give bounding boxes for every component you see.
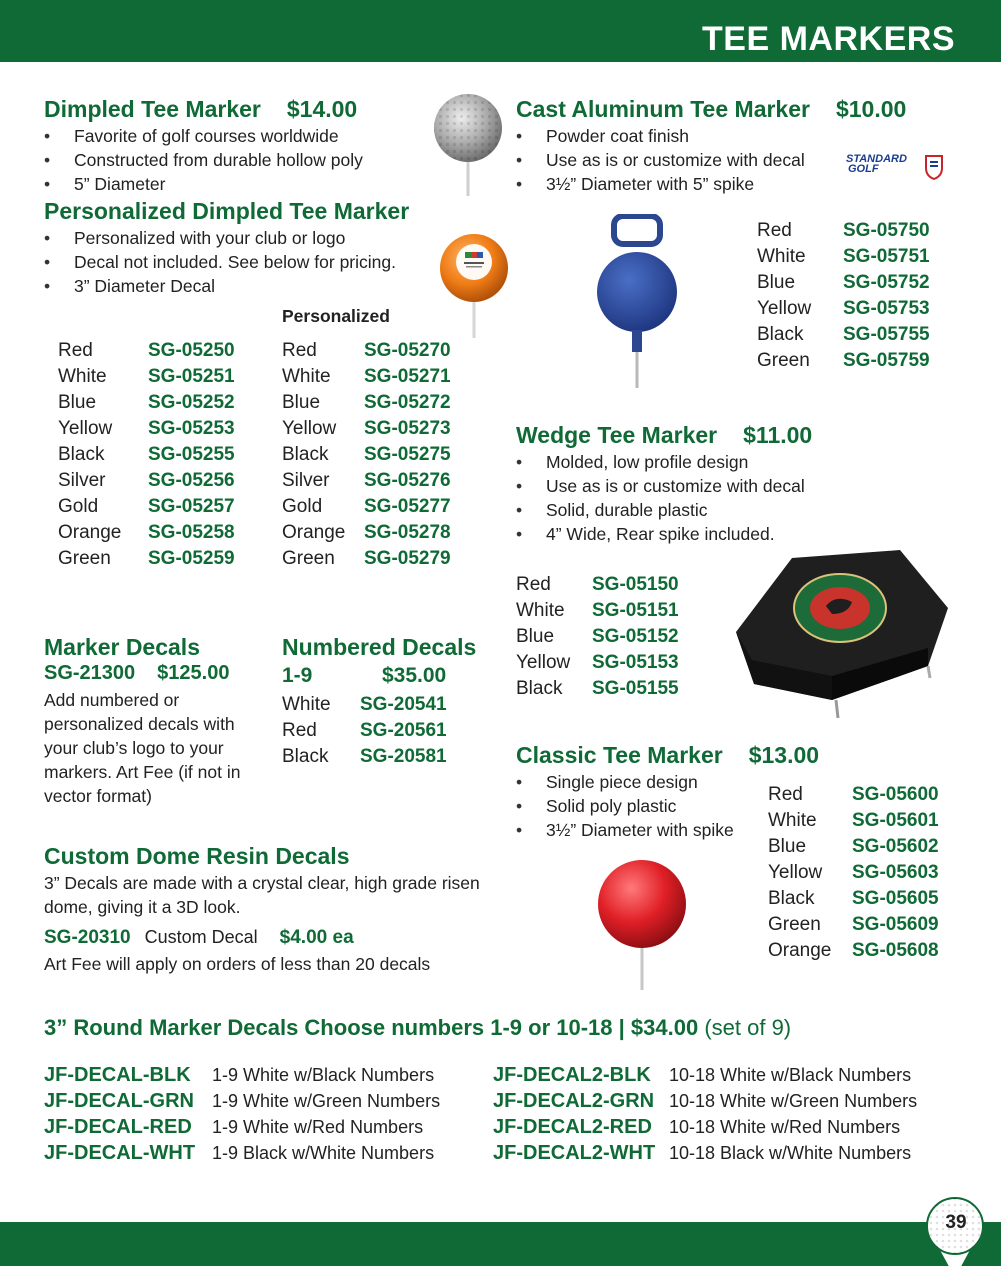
color-label: Orange (282, 522, 346, 543)
sku-code: SG-05602 (852, 836, 939, 857)
sku-code: SG-05250 (148, 340, 235, 361)
item-description: 10-18 White w/Green Numbers (669, 1091, 918, 1111)
sku-code: SG-05151 (592, 600, 679, 621)
product-price: $14.00 (286, 96, 358, 122)
sku-code: SG-05600 (852, 784, 939, 805)
color-label: Green (58, 548, 111, 569)
color-label: White (516, 600, 565, 621)
color-label: Gold (282, 496, 323, 517)
dome-decals-note: Art Fee will apply on orders of less than 20 decals (44, 954, 431, 974)
color-label: Red (516, 574, 551, 595)
standard-golf-logo (846, 154, 946, 182)
sku-code: SG-05253 (148, 418, 235, 439)
sku-code: JF-DECAL2-GRN (493, 1090, 655, 1112)
sku-code: SG-05257 (148, 496, 235, 517)
color-label: Red (768, 784, 803, 805)
logo-text-standard: STANDARD (846, 153, 907, 165)
table-row (757, 296, 930, 322)
table-row (282, 442, 451, 468)
bullet-item: • Molded, low profile design (516, 450, 805, 474)
sku-code: JF-DECAL2-RED (493, 1116, 652, 1138)
classic-sku-table (768, 782, 939, 964)
color-label: White (757, 246, 806, 267)
number-range: 1-9 (282, 664, 313, 687)
dome-decals-heading: Custom Dome Resin Decals (44, 843, 350, 869)
sku-code: SG-05251 (148, 366, 235, 387)
table-row (282, 520, 451, 546)
table-row (768, 782, 939, 808)
table-row (768, 860, 939, 886)
wedge-bullets (516, 450, 805, 546)
marker-decals-heading: Marker Decals (44, 634, 200, 660)
dimpled-heading (44, 96, 357, 123)
color-label: Silver (282, 470, 330, 491)
bullet-item: • 3½” Diameter with spike (516, 818, 734, 842)
sku-code: SG-05270 (364, 340, 451, 361)
sku-code: JF-DECAL-GRN (44, 1090, 194, 1112)
item-description: 10-18 White w/Red Numbers (669, 1117, 901, 1137)
color-label: Blue (516, 626, 555, 647)
sku-code: SG-05259 (148, 548, 235, 569)
color-label: Red (282, 720, 317, 741)
color-label: White (282, 694, 331, 715)
color-label: Black (768, 888, 815, 909)
item-description: 10-18 Black w/White Numbers (669, 1143, 912, 1163)
personalized-bullets (44, 226, 396, 298)
color-label: Black (282, 444, 329, 465)
sku-code: SG-05273 (364, 418, 451, 439)
personalized-label: Personalized (282, 306, 390, 326)
marker-decals-price-line (44, 662, 229, 685)
sku-code: SG-05279 (364, 548, 451, 569)
color-label: Green (282, 548, 335, 569)
bullet-item: • 3” Diameter Decal (44, 274, 396, 298)
product-price: $4.00 ea (279, 927, 354, 948)
table-row (757, 348, 930, 374)
dome-decals-price-line (44, 927, 354, 949)
list-item (44, 1088, 440, 1114)
table-row (282, 338, 451, 364)
bullet-item: • Single piece design (516, 770, 734, 794)
sku-code: SG-05152 (592, 626, 679, 647)
product-price: $13.00 (748, 742, 820, 768)
table-row (768, 808, 939, 834)
item-description: 1-9 Black w/White Numbers (212, 1143, 435, 1163)
list-item (493, 1062, 917, 1088)
sku-code: SG-05755 (843, 324, 930, 345)
bullet-item: • Use as is or customize with decal (516, 148, 805, 172)
sku-code: JF-DECAL-RED (44, 1116, 192, 1138)
bullet-item: • Decal not included. See below for pricing. (44, 250, 396, 274)
sku-code: SG-05272 (364, 392, 451, 413)
color-label: Gold (58, 496, 99, 517)
color-label: Black (58, 444, 105, 465)
product-price: $11.00 (743, 422, 813, 448)
sku-code: SG-20561 (360, 720, 447, 741)
cast-aluminum-heading (516, 96, 906, 123)
table-row (768, 834, 939, 860)
color-label: Black (282, 746, 329, 767)
color-label: White (58, 366, 107, 387)
color-label: Yellow (768, 862, 823, 883)
bullet-item: • 5” Diameter (44, 172, 363, 196)
item-label: Custom Decal (144, 927, 258, 947)
sku-code: SG-05601 (852, 810, 939, 831)
sku-code: SG-05276 (364, 470, 451, 491)
sku-code: JF-DECAL2-WHT (493, 1142, 656, 1164)
round-decals-suffix: (set of 9) (704, 1015, 792, 1040)
color-label: Red (757, 220, 792, 241)
table-row (282, 390, 451, 416)
bullet-item: • Solid, durable plastic (516, 498, 805, 522)
sku-code: SG-20581 (360, 746, 447, 767)
numbered-decals-price-line (282, 664, 446, 688)
sku-code: SG-05153 (592, 652, 679, 673)
color-label: Red (282, 340, 317, 361)
sku-code: SG-05753 (843, 298, 930, 319)
bullet-item: • Favorite of golf courses worldwide (44, 124, 363, 148)
sku-code: SG-20310 (44, 927, 131, 948)
table-row (58, 364, 235, 390)
color-label: Orange (58, 522, 122, 543)
dimpled-sku-table (58, 338, 235, 572)
cast-aluminum-bullets (516, 124, 805, 196)
color-label: White (282, 366, 331, 387)
sku-code: SG-05609 (852, 914, 939, 935)
sku-code: SG-05256 (148, 470, 235, 491)
table-row (516, 572, 679, 598)
wedge-sku-table (516, 572, 679, 702)
color-label: Green (757, 350, 810, 371)
sku-code: JF-DECAL2-BLK (493, 1064, 651, 1086)
color-label: Red (58, 340, 93, 361)
wedge-heading (516, 422, 812, 449)
item-description: 1-9 White w/Green Numbers (212, 1091, 441, 1111)
table-row (282, 468, 451, 494)
product-name: Cast Aluminum Tee Marker (516, 96, 810, 122)
color-label: Yellow (516, 652, 571, 673)
golf-ball-tee-icon (922, 1196, 988, 1287)
page-title: TEE MARKERS (702, 20, 955, 58)
color-label: Blue (282, 392, 321, 413)
table-row (58, 520, 235, 546)
sku-code: SG-05608 (852, 940, 939, 961)
table-row (282, 718, 447, 744)
sku-code: SG-05252 (148, 392, 235, 413)
table-row (282, 416, 451, 442)
sku-code: SG-05750 (843, 220, 930, 241)
table-row (58, 494, 235, 520)
product-name: Dimpled Tee Marker (44, 96, 261, 122)
round-decals-left-list (44, 1062, 440, 1166)
classic-heading (516, 742, 819, 769)
color-label: Green (768, 914, 821, 935)
sku-code: SG-05759 (843, 350, 930, 371)
list-item (44, 1140, 440, 1166)
table-row (282, 744, 447, 770)
shield-icon (924, 154, 944, 180)
logo-text-golf: GOLF (848, 163, 879, 175)
list-item (493, 1114, 917, 1140)
color-label: Blue (757, 272, 796, 293)
sku-code: SG-05605 (852, 888, 939, 909)
classic-marker-image (596, 856, 690, 992)
table-row (516, 650, 679, 676)
personalized-dimpled-heading: Personalized Dimpled Tee Marker (44, 198, 410, 224)
table-row (757, 218, 930, 244)
marker-decals-description: Add numbered or personalized decals with your club’s logo to your markers. Art Fee (if not in vector format) (44, 690, 241, 806)
table-row (58, 468, 235, 494)
table-row (768, 886, 939, 912)
list-item (493, 1088, 917, 1114)
product-price: $125.00 (157, 662, 230, 684)
table-row (768, 938, 939, 964)
bullet-item: • Powder coat finish (516, 124, 805, 148)
table-row (282, 494, 451, 520)
bullet-item: • Solid poly plastic (516, 794, 734, 818)
table-row (757, 322, 930, 348)
sku-code: SG-05751 (843, 246, 930, 267)
wedge-marker-image (732, 548, 952, 720)
table-row (282, 692, 447, 718)
bullet-item: • Constructed from durable hollow poly (44, 148, 363, 172)
numbered-decals-heading: Numbered Decals (282, 634, 477, 660)
page-number: 39 (945, 1212, 967, 1233)
color-label: Yellow (757, 298, 812, 319)
sku-code: SG-05275 (364, 444, 451, 465)
sku-code: JF-DECAL-WHT (44, 1142, 196, 1164)
table-row (58, 338, 235, 364)
dimpled-orange-marker-image (436, 232, 514, 340)
color-label: Orange (768, 940, 832, 961)
table-row (58, 416, 235, 442)
product-name: Wedge Tee Marker (516, 422, 718, 448)
item-description: 1-9 White w/Red Numbers (212, 1117, 424, 1137)
item-description: 1-9 White w/Black Numbers (212, 1065, 435, 1085)
dome-decals-description: 3” Decals are made with a crystal clear, high grade risen dome, giving it a 3D look. (44, 873, 480, 917)
sku-code: SG-20541 (360, 694, 447, 715)
color-label: Yellow (282, 418, 337, 439)
sku-code: JF-DECAL-BLK (44, 1064, 191, 1086)
sku-code: SG-05258 (148, 522, 235, 543)
sku-code: SG-05278 (364, 522, 451, 543)
list-item (493, 1140, 917, 1166)
list-item (44, 1114, 440, 1140)
cast-aluminum-sku-table (757, 218, 930, 374)
table-row (757, 270, 930, 296)
list-item (44, 1062, 440, 1088)
classic-bullets (516, 770, 734, 842)
table-row (516, 624, 679, 650)
sku-code: SG-05603 (852, 862, 939, 883)
sku-code: SG-05271 (364, 366, 451, 387)
footer-bar (0, 1222, 1001, 1266)
table-row (282, 546, 451, 572)
product-name: Classic Tee Marker (516, 742, 723, 768)
sku-code: SG-05277 (364, 496, 451, 517)
item-description: 10-18 White w/Black Numbers (669, 1065, 912, 1085)
bullet-item: • 3½” Diameter with 5” spike (516, 172, 805, 196)
dimpled-bullets (44, 124, 363, 196)
sku-code: SG-21300 (44, 662, 136, 684)
sku-code: SG-05150 (592, 574, 679, 595)
color-label: Blue (768, 836, 807, 857)
color-label: Black (757, 324, 804, 345)
table-row (757, 244, 930, 270)
product-price: $35.00 (382, 664, 447, 687)
table-row (768, 912, 939, 938)
round-decals-right-list (493, 1062, 917, 1166)
table-row (516, 598, 679, 624)
sku-code: SG-05255 (148, 444, 235, 465)
dimpled-silver-marker-image (430, 92, 506, 198)
bullet-item: • 4” Wide, Rear spike included. (516, 522, 805, 546)
table-row (58, 390, 235, 416)
round-decals-heading (44, 1015, 791, 1041)
sku-code: SG-05752 (843, 272, 930, 293)
round-decals-title: 3” Round Marker Decals Choose numbers 1-9 or 10-18 | $34.00 (44, 1015, 699, 1040)
color-label: Blue (58, 392, 97, 413)
table-row (282, 364, 451, 390)
color-label: White (768, 810, 817, 831)
bullet-item: • Use as is or customize with decal (516, 474, 805, 498)
color-label: Yellow (58, 418, 113, 439)
personalized-sku-table (282, 338, 451, 572)
bullet-item: • Personalized with your club or logo (44, 226, 396, 250)
numbered-decals-sku-table (282, 692, 447, 770)
table-row (516, 676, 679, 702)
table-row (58, 442, 235, 468)
sku-code: SG-05155 (592, 678, 679, 699)
color-label: Black (516, 678, 563, 699)
product-price: $10.00 (835, 96, 907, 122)
color-label: Silver (58, 470, 106, 491)
table-row (58, 546, 235, 572)
cast-aluminum-marker-image (594, 214, 680, 390)
